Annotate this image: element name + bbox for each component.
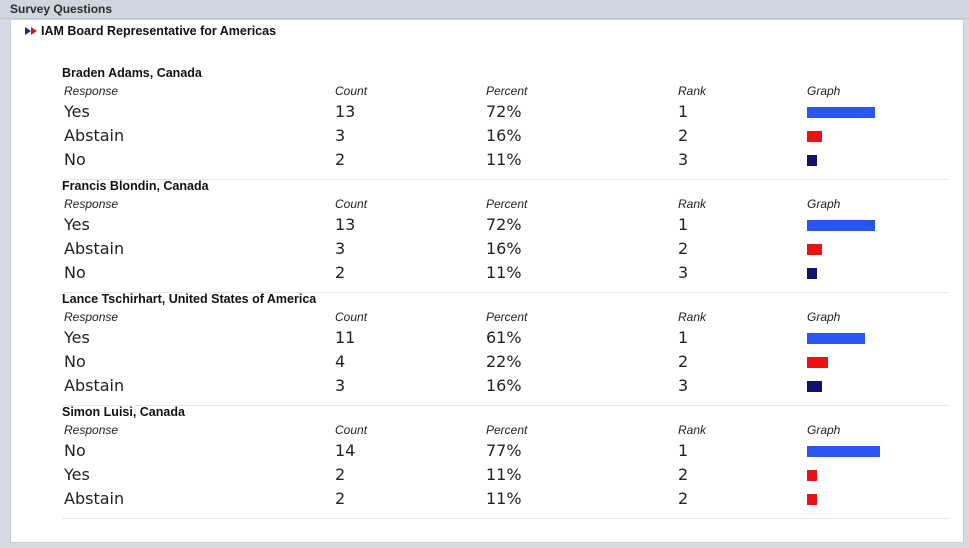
count-cell: 13	[335, 215, 356, 234]
column-header-percent: Percent	[486, 310, 528, 324]
graph-bar	[807, 155, 817, 166]
column-header-response: Response	[64, 310, 119, 324]
column-header-count: Count	[335, 197, 368, 211]
rank-cell: 2	[678, 489, 689, 508]
response-cell: Abstain	[64, 376, 125, 395]
percent-cell: 16%	[486, 376, 522, 395]
graph-bar	[807, 470, 817, 481]
percent-cell: 11%	[486, 489, 522, 508]
column-header-rank: Rank	[678, 423, 707, 437]
question-title: Braden Adams, Canada	[62, 66, 202, 80]
column-header-rank: Rank	[678, 310, 707, 324]
column-header-count: Count	[335, 423, 368, 437]
double-arrow-icon	[25, 27, 38, 36]
question-block	[62, 405, 949, 519]
column-header-graph: Graph	[807, 310, 841, 324]
rank-cell: 2	[678, 352, 689, 371]
column-header-count: Count	[335, 310, 368, 324]
response-cell: No	[64, 352, 86, 371]
column-header-response: Response	[64, 84, 119, 98]
graph-cell	[807, 381, 822, 392]
count-cell: 2	[335, 465, 346, 484]
graph-cell	[807, 494, 817, 505]
table-row	[62, 441, 949, 465]
percent-cell: 11%	[486, 150, 522, 169]
count-cell: 4	[335, 352, 346, 371]
percent-cell: 77%	[486, 441, 522, 460]
response-cell: Yes	[64, 215, 90, 234]
table-row	[62, 352, 949, 376]
column-header-response: Response	[64, 197, 119, 211]
table-row	[62, 239, 949, 263]
column-header-rank: Rank	[678, 84, 707, 98]
question-title: Francis Blondin, Canada	[62, 179, 209, 193]
count-cell: 13	[335, 102, 356, 121]
column-header-rank: Rank	[678, 197, 707, 211]
graph-bar	[807, 107, 875, 118]
graph-bar	[807, 244, 822, 255]
graph-bar	[807, 268, 817, 279]
percent-cell: 72%	[486, 102, 522, 121]
table-row	[62, 328, 949, 352]
response-cell: Abstain	[64, 126, 125, 145]
header-title: Survey Questions	[10, 2, 113, 16]
graph-cell	[807, 357, 828, 368]
graph-bar	[807, 131, 822, 142]
column-header-graph: Graph	[807, 84, 841, 98]
survey-questions-header	[0, 0, 969, 19]
table-row	[62, 215, 949, 239]
response-cell: Yes	[64, 465, 90, 484]
response-cell: No	[64, 263, 86, 282]
section-title: IAM Board Representative for Americas	[41, 24, 277, 38]
table-row	[62, 126, 949, 150]
percent-cell: 61%	[486, 328, 522, 347]
rank-cell: 3	[678, 376, 689, 395]
count-cell: 3	[335, 126, 346, 145]
section-title-row[interactable]	[25, 24, 276, 38]
question-title: Lance Tschirhart, United States of America	[62, 292, 317, 306]
table-row	[62, 489, 949, 513]
graph-bar	[807, 381, 822, 392]
percent-cell: 11%	[486, 263, 522, 282]
percent-cell: 22%	[486, 352, 522, 371]
table-row	[62, 465, 949, 489]
survey-panel	[10, 19, 964, 543]
response-cell: Yes	[64, 328, 90, 347]
graph-cell	[807, 268, 817, 279]
question-block	[62, 66, 949, 180]
count-cell: 2	[335, 263, 346, 282]
graph-bar	[807, 333, 865, 344]
percent-cell: 16%	[486, 126, 522, 145]
rank-cell: 1	[678, 328, 689, 347]
response-cell: Abstain	[64, 489, 125, 508]
graph-bar	[807, 357, 828, 368]
count-cell: 2	[335, 150, 346, 169]
table-row	[62, 263, 949, 287]
column-header-percent: Percent	[486, 197, 528, 211]
count-cell: 2	[335, 489, 346, 508]
graph-bar	[807, 494, 817, 505]
column-header-response: Response	[64, 423, 119, 437]
question-title: Simon Luisi, Canada	[62, 405, 185, 419]
table-row	[62, 150, 949, 174]
graph-bar	[807, 446, 880, 457]
rank-cell: 3	[678, 263, 689, 282]
rank-cell: 2	[678, 465, 689, 484]
rank-cell: 1	[678, 215, 689, 234]
percent-cell: 11%	[486, 465, 522, 484]
column-header-count: Count	[335, 84, 368, 98]
count-cell: 3	[335, 376, 346, 395]
count-cell: 11	[335, 328, 356, 347]
rank-cell: 2	[678, 126, 689, 145]
graph-cell	[807, 333, 865, 344]
response-cell: Abstain	[64, 239, 125, 258]
graph-bar	[807, 220, 875, 231]
column-header-graph: Graph	[807, 197, 841, 211]
graph-cell	[807, 131, 822, 142]
graph-cell	[807, 244, 822, 255]
graph-cell	[807, 446, 880, 457]
graph-cell	[807, 155, 817, 166]
response-cell: Yes	[64, 102, 90, 121]
rank-cell: 2	[678, 239, 689, 258]
response-cell: No	[64, 150, 86, 169]
column-header-percent: Percent	[486, 84, 528, 98]
percent-cell: 72%	[486, 215, 522, 234]
rank-cell: 3	[678, 150, 689, 169]
count-cell: 14	[335, 441, 356, 460]
rank-cell: 1	[678, 441, 689, 460]
graph-cell	[807, 107, 875, 118]
question-block	[62, 292, 949, 406]
response-cell: No	[64, 441, 86, 460]
rank-cell: 1	[678, 102, 689, 121]
percent-cell: 16%	[486, 239, 522, 258]
graph-cell	[807, 470, 817, 481]
count-cell: 3	[335, 239, 346, 258]
question-block	[62, 179, 949, 293]
column-header-graph: Graph	[807, 423, 841, 437]
graph-cell	[807, 220, 875, 231]
table-row	[62, 102, 949, 126]
table-row	[62, 376, 949, 400]
column-header-percent: Percent	[486, 423, 528, 437]
